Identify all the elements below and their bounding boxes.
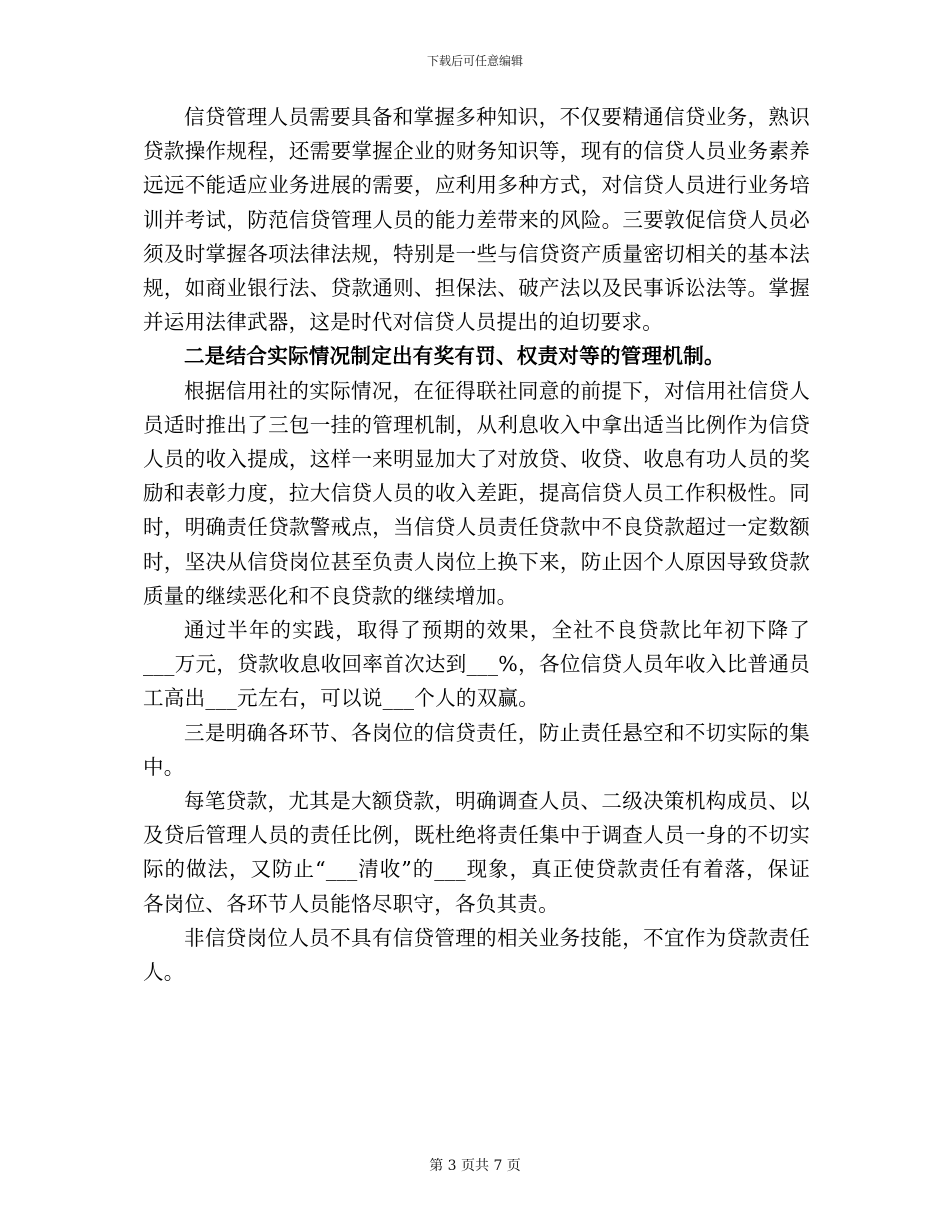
paragraph-results: 通过半年的实践，取得了预期的效果，全社不良贷款比年初下降了___万元，贷款收息收回率首次达到___%，各位信贷人员年收入比普通员工高出___元左右，可以说___个人的双赢。 bbox=[143, 618, 810, 711]
paragraph-responsibility: 每笔贷款，尤其是大额贷款，明确调查人员、二级决策机构成员、以及贷后管理人员的责任比例，既杜绝将责任集中于调查人员一身的不切实际的做法，又防止“___清收”的___现象，真正使贷款责任有着落，保证各岗位、各环节人员能恪尽职守，各负其责。 bbox=[143, 789, 810, 916]
section-heading-three: 三是明确各环节、各岗位的信贷责任，防止责任悬空和不切实际的集中。 bbox=[143, 720, 810, 779]
paragraph-non-credit-staff: 非信贷岗位人员不具有信贷管理的相关业务技能，不宜作为贷款责任人。 bbox=[143, 925, 810, 985]
section-heading-two: 二是结合实际情况制定出有奖有罚、权责对等的管理机制。 bbox=[184, 344, 725, 369]
page-footer: 第 3 页共 7 页 bbox=[429, 1158, 521, 1174]
paragraph-training: 信贷管理人员需要具备和掌握多种知识，不仅要精通信贷业务，熟识贷款操作规程，还需要掌握企业的财务知识等，现有的信贷人员业务素养远远不能适应业务进展的需要，应利用多种方式，对信贷人员进行业务培训并考试，防范信贷管理人员的能力差带来的风险。三要敦促信贷人员必须及时掌握各项法律法规，特别是一些与信贷资产质量密切相关的基本法规，如商业银行法、贷款通则、担保法、破产法以及民事诉讼法等。掌握并运用法律武器，这是时代对信贷人员提出的迫切要求。 bbox=[143, 105, 810, 335]
page-header: 下载后可任意编辑 bbox=[426, 54, 523, 68]
paragraph-mechanism: 根据信用社的实际情况，在征得联社同意的前提下，对信用社信贷人员适时推出了三包一挂的管理机制，从利息收入中拿出适当比例作为信贷人员的收入提成，这样一来明显加大了对放贷、收贷、收息有功人员的奖励和表彰力度，拉大信贷人员的收入差距，提高信贷人员工作积极性。同时，明确责任贷款警戒点，当信贷人员责任贷款中不良贷款超过一定数额时，坚决从信贷岗位甚至负责人岗位上换下来，防止因个人原因导致贷款质量的继续恶化和不良贷款的继续增加。 bbox=[143, 378, 810, 608]
document-body bbox=[143, 100, 810, 989]
